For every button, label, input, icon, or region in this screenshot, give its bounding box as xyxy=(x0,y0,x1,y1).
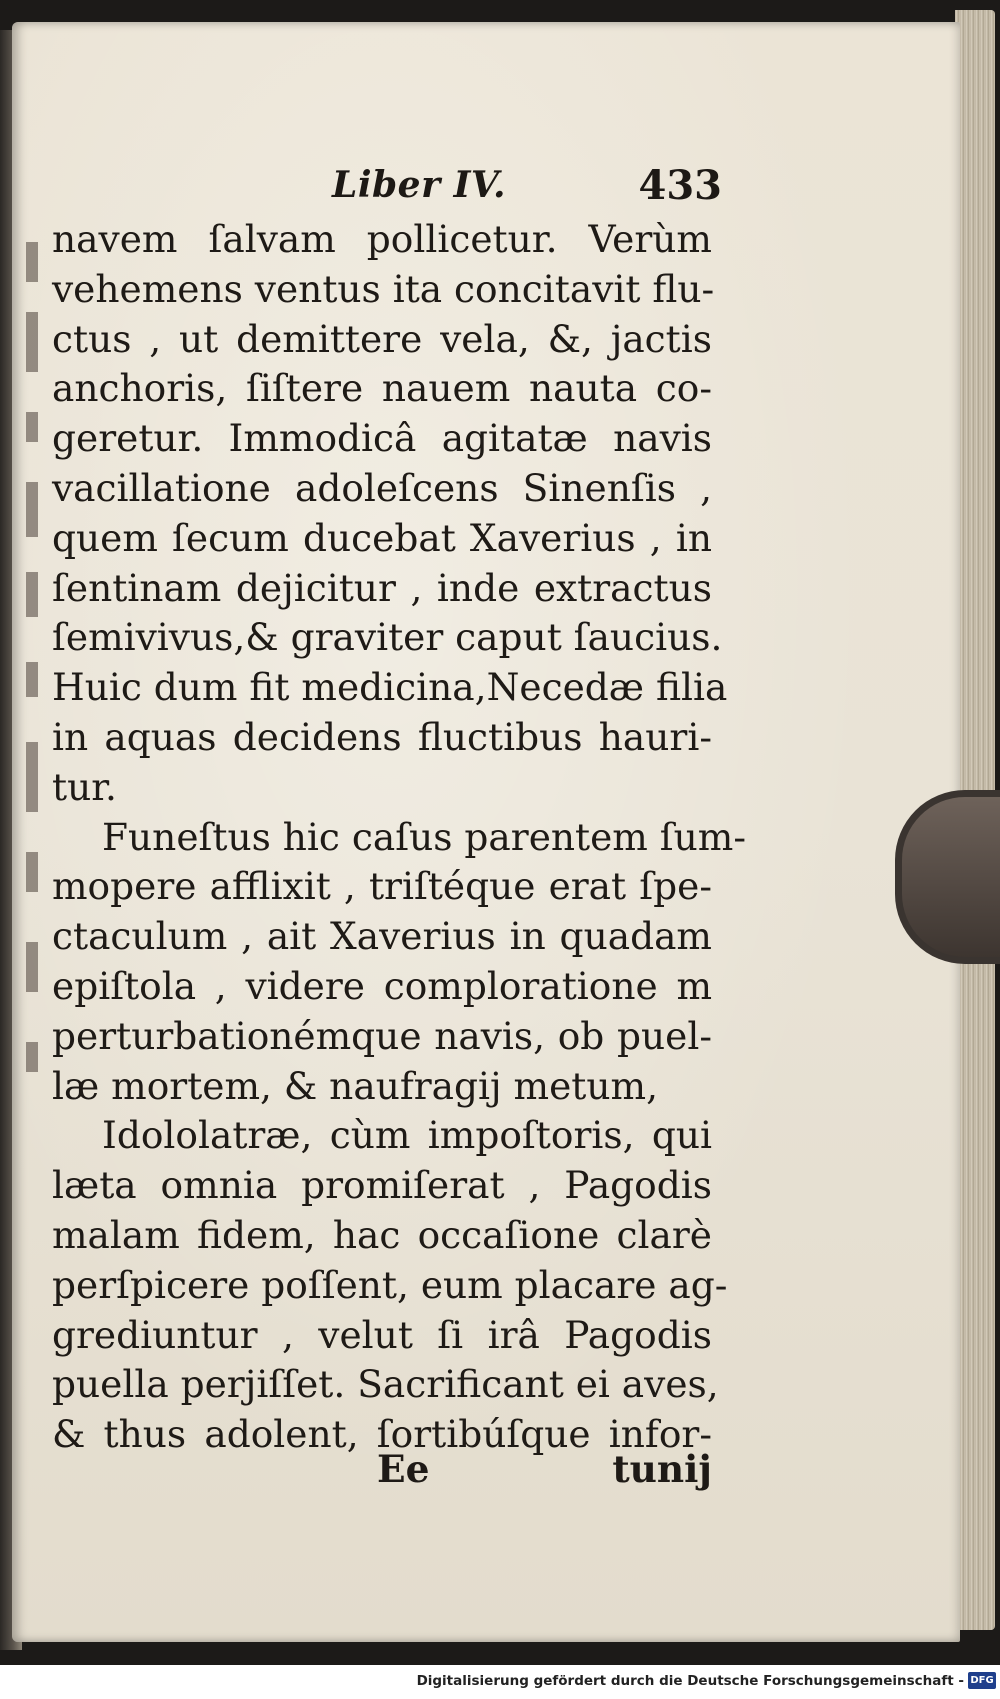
text-line: ctus , ut demittere vela, &, jactis xyxy=(52,316,712,361)
text-line: navem ſalvam pollicetur. Verùm xyxy=(52,217,712,261)
catchline xyxy=(52,1447,712,1497)
text-line: ſemivivus,& graviter caput ſaucius. xyxy=(52,615,723,660)
text-line: mopere afflixit , triſtéque erat ſpe- xyxy=(52,864,712,909)
text-line: tur. xyxy=(52,764,117,809)
footer-bar xyxy=(0,1665,1000,1699)
signature-mark: Ee xyxy=(377,1447,430,1491)
running-head: Liber IV. xyxy=(332,164,507,206)
text-line: ctaculum , ait Xaverius in quadam xyxy=(52,914,712,959)
text-line: malam fidem, hac occaſione clarè xyxy=(52,1212,712,1257)
page-number: 433 xyxy=(638,162,722,209)
text-line: perturbationémque navis, ob puel- xyxy=(52,1013,712,1058)
previous-page-fragments xyxy=(26,222,40,1622)
text-line: Huic dum fit medicina,Necedæ filia xyxy=(52,665,728,710)
dfg-logo: DFG xyxy=(968,1672,996,1689)
text-line: vehemens ventus ita concitavit flu- xyxy=(52,266,715,311)
body-text xyxy=(52,215,747,1460)
text-line: grediuntur , velut ſi irâ Pagodis xyxy=(52,1312,712,1357)
text-line: Funeſtus hic caſus parentem ſum- xyxy=(102,814,747,859)
text-line: in aquas decidens fluctibus hauri- xyxy=(52,714,712,759)
text-line: & thus adolent, ſortibúſque infor- xyxy=(52,1412,712,1457)
catchword: tunij xyxy=(612,1447,712,1491)
text-line: geretur. Immodicâ agitatæ navis xyxy=(52,416,712,461)
text-line: puella perjiſſet. Sacrificant ei aves, xyxy=(52,1362,719,1407)
funding-credit: Digitalisierung gefördert durch die Deutsche Forschungsgemeinschaft - xyxy=(416,1673,964,1689)
text-line: epiſtola , videre comploratione m xyxy=(52,963,712,1008)
text-line: ſentinam dejicitur , inde extractus xyxy=(52,565,712,610)
text-line: læta omnia promiſerat , Pagodis xyxy=(52,1163,712,1208)
text-line: læ mortem, & naufragij metum, xyxy=(52,1063,659,1108)
text-line: perſpicere poſſent, eum placare ag- xyxy=(52,1262,728,1307)
page-header xyxy=(332,164,722,214)
text-line: Idololatræ, cùm impoſtoris, qui xyxy=(102,1113,712,1158)
text-line: vacillatione adoleſcens Sinenſis , xyxy=(52,465,712,510)
page-clip xyxy=(895,790,1000,964)
text-line: quem ſecum ducebat Xaverius , in xyxy=(52,515,712,560)
text-line: anchoris, ſiſtere nauem nauta co- xyxy=(52,366,712,411)
